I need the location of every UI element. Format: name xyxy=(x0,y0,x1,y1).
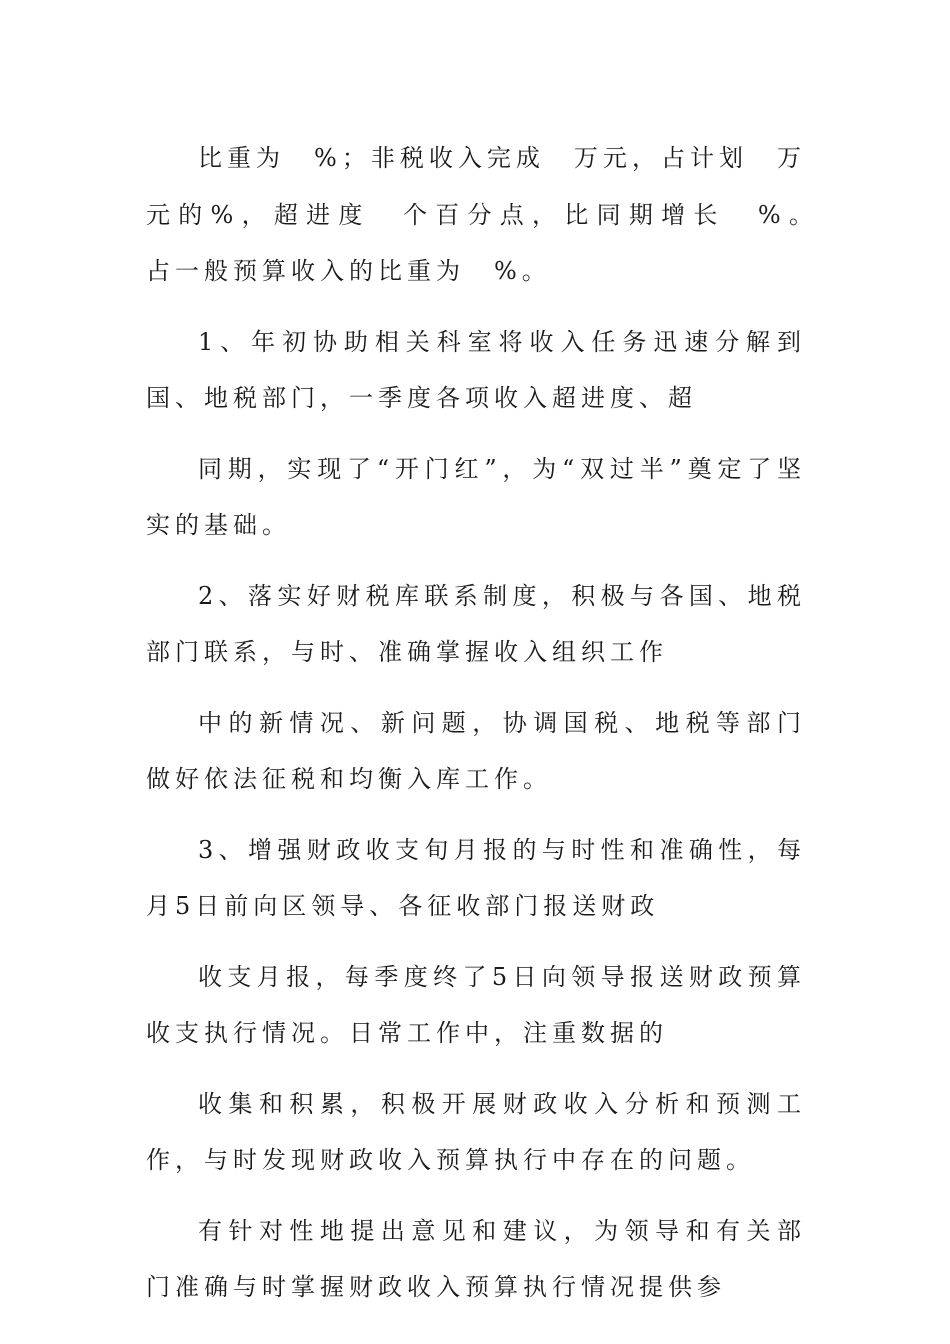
document-body xyxy=(146,130,864,1330)
paragraph-6: 3、增强财政收支旬月报的与时性和准确性，每月5日前向区领导、各征收部门报送财政 xyxy=(146,835,806,920)
paragraph-8: 收集和积累，积极开展财政收入分析和预测工作，与时发现财政收入预算执行中存在的问题。 xyxy=(146,1089,806,1174)
paragraph-9: 有针对性地提出意见和建议，为领导和有关部门准确与时掌握财政收入预算执行情况提供参 xyxy=(146,1216,806,1301)
paragraph-5: 中的新情况、新问题，协调国税、地税等部门做好依法征税和均衡入库工作。 xyxy=(146,708,806,793)
paragraph-1: 比重为 %；非税收入完成 万元，占计划 万元的%，超进度 个百分点，比同期增长 %。 占一般预算收入的比重为 %。 xyxy=(146,144,864,285)
paragraph-7: 收支月报，每季度终了5日向领导报送财政预算收支执行情况。日常工作中，注重数据的 xyxy=(146,962,806,1047)
paragraph-2: 1、年初协助相关科室将收入任务迅速分解到国、地税部门，一季度各项收入超进度、超 xyxy=(146,327,806,412)
paragraph-3: 同期，实现了“开门红”，为“双过半”奠定了坚实的基础。 xyxy=(146,454,806,539)
paragraph-4: 2、落实好财税库联系制度，积极与各国、地税部门联系，与时、准确掌握收入组织工作 xyxy=(146,581,806,666)
